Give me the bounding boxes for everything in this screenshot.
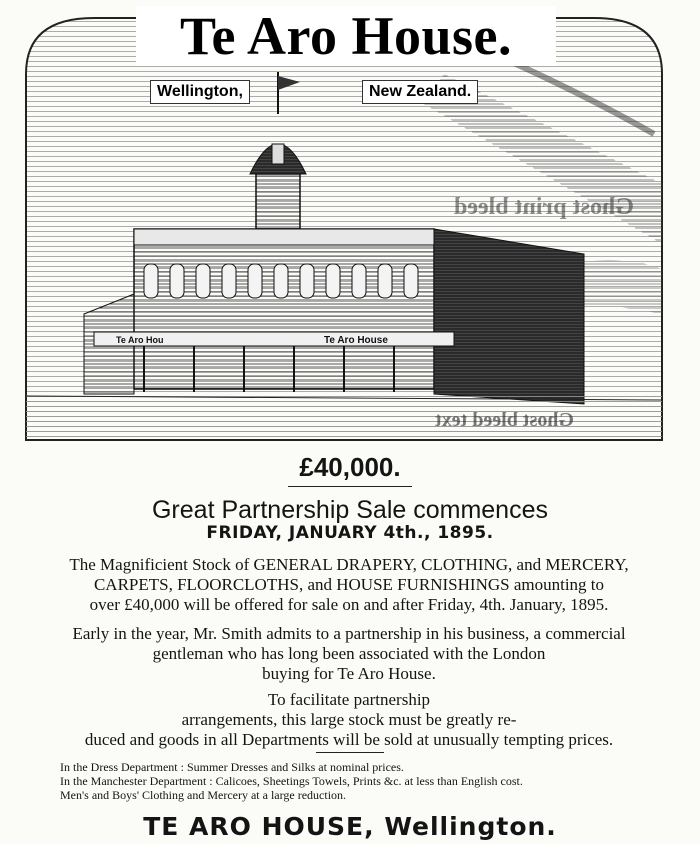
paragraph-line: To facilitate partnership (267, 690, 431, 709)
divider-rule (288, 486, 412, 487)
masthead-title: Te Aro House. (136, 6, 556, 66)
country-label: New Zealand. (362, 80, 478, 104)
facilitate-paragraph (6, 690, 692, 750)
sale-headline: Great Partnership Sale commences (151, 496, 548, 524)
note-line: Men's and Boys' Clothing and Mercery at a large reduction. (60, 788, 347, 802)
svg-text:Ghost bleed text: Ghost bleed text (435, 409, 574, 431)
paragraph-line: arrangements, this large stock must be greatly re- (181, 710, 517, 729)
footer-title: TE ARO HOUSE, Wellington. (143, 812, 557, 841)
svg-text:Te Aro House: Te Aro House (324, 335, 388, 346)
note-line: In the Manchester Department : Calicoes, Sheetings Towels, Prints &c. at less than English cost. (60, 774, 523, 788)
sale-amount: £40,000. (299, 452, 401, 482)
paragraph-line: duced and goods in all Departments will be sold at unusually tempting prices. (84, 730, 614, 749)
partnership-paragraph (6, 624, 692, 684)
stock-paragraph (8, 555, 690, 615)
paragraph-line: Early in the year, Mr. Smith admits to a partnership in his business, a commercial (72, 624, 626, 643)
paragraph-line: over £40,000 will be offered for sale on and after Friday, 4th. January, 1895. (89, 595, 609, 614)
department-notes (60, 760, 680, 802)
paragraph-line: buying for Te Aro House. (262, 664, 436, 683)
building-engraving (24, 14, 664, 442)
svg-text:Ghost print bleed: Ghost print bleed (453, 194, 634, 220)
city-label: Wellington, (150, 80, 250, 104)
paragraph-line: The Magnificient Stock of GENERAL DRAPERY, CLOTHING, and MERCERY, (69, 555, 629, 574)
note-line: In the Dress Department : Summer Dresses and Silks at nominal prices. (60, 760, 404, 774)
paragraph-line: gentleman who has long been associated with the London (152, 644, 546, 663)
sale-date: FRIDAY, JANUARY 4th., 1895. (206, 523, 494, 543)
paragraph-line: CARPETS, FLOORCLOTHS, and HOUSE FURNISHINGS amounting to (93, 575, 605, 594)
svg-text:Te Aro Hou: Te Aro Hou (116, 335, 164, 345)
divider-rule (316, 752, 384, 753)
